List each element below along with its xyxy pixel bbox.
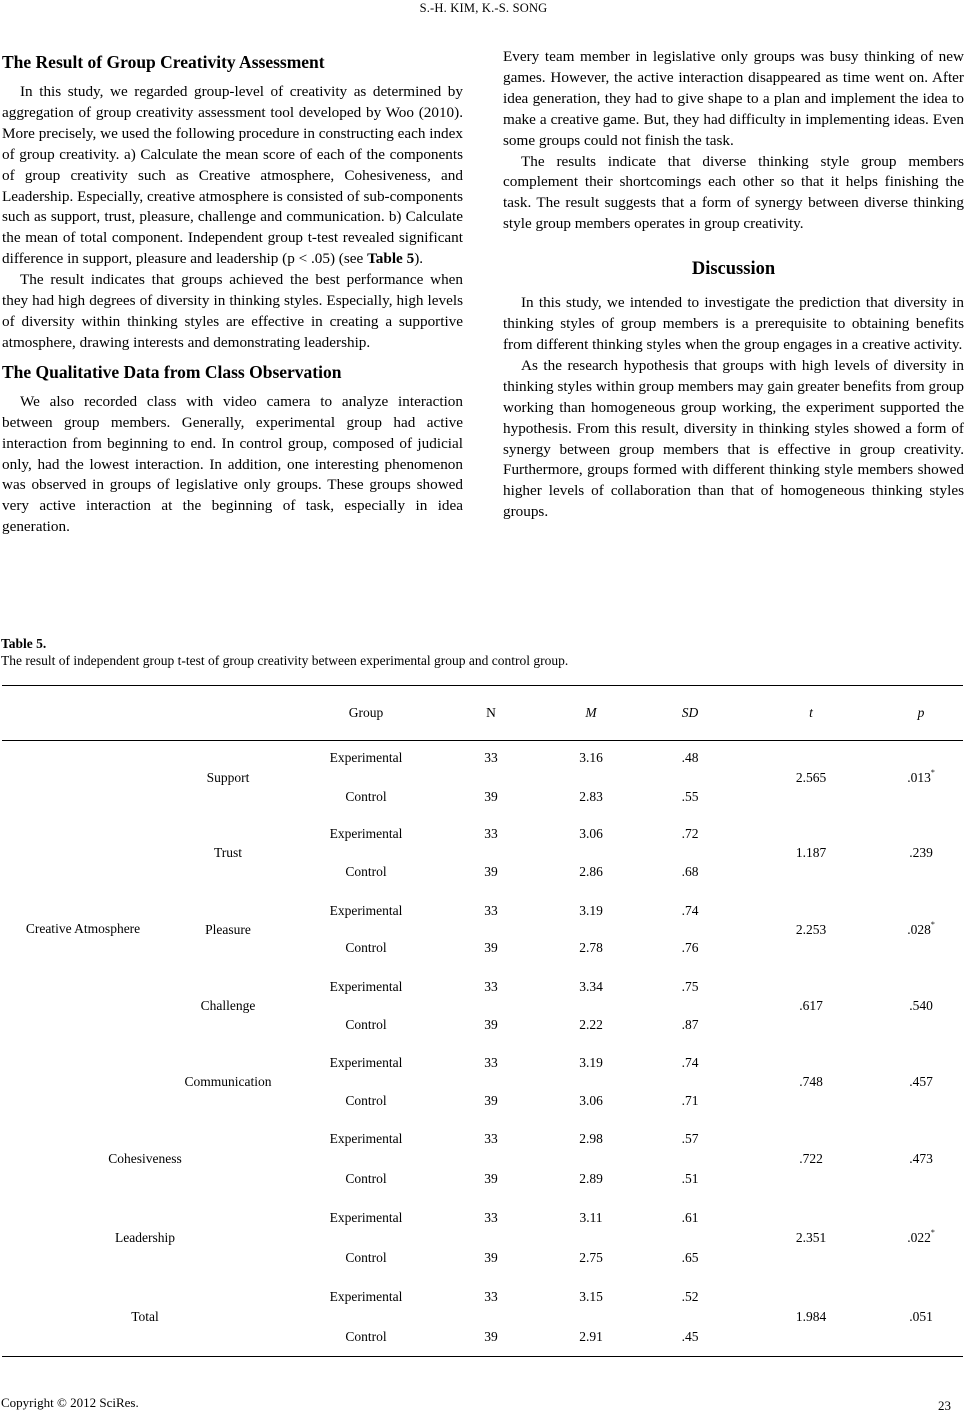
cell-ctl-sd: .68 xyxy=(681,864,699,879)
cell-ctl-m: 3.06 xyxy=(579,1093,603,1108)
cell-ctl-group: Control xyxy=(345,1250,387,1265)
header-sd: SD xyxy=(681,705,699,720)
header-t: t xyxy=(809,705,813,720)
paragraph: We also recorded class with video camera to analyze interaction between group members. Generally, experimental group had active interaction from beginning to end. In control group, composed of judicial only, had the lowest interaction. In addition, one interesting phenomenon was observed in groups of legislative only groups. These groups showed very active interaction at the beginning of task, especially in idea generation. xyxy=(2,392,463,536)
cell-p xyxy=(909,1074,933,1090)
cell-exp-n: 33 xyxy=(484,1055,498,1070)
cell-ctl-m: 2.89 xyxy=(579,1171,603,1186)
p-value: .473 xyxy=(909,1151,933,1166)
cell-p xyxy=(909,845,933,861)
cell-exp-n: 33 xyxy=(484,1289,498,1304)
paragraph: As the research hypothesis that groups with high levels of diversity in thinking styles within group members may gain greater benefits from group working than homogeneous group working, the experiment supported the hypothesis. From this result, diversity in thinking styles showed a form of synergy between group members that is effective in group creativity. Furthermore, groups formed with different thinking style members showed higher levels of collaboration than that of homogeneous thinking styles groups. xyxy=(503,356,964,521)
cell-p xyxy=(907,770,935,786)
p-value: .540 xyxy=(909,998,933,1013)
cell-ctl-n: 39 xyxy=(484,1093,498,1108)
row-label: Support xyxy=(206,770,250,785)
p-value: .028 xyxy=(907,922,931,937)
cell-p xyxy=(909,998,933,1014)
cell-exp-sd: .48 xyxy=(681,750,699,765)
table-number: Table 5. xyxy=(1,636,47,651)
category-creative-atmosphere: Creative Atmosphere xyxy=(25,921,141,936)
p-value: .013 xyxy=(907,770,931,785)
header-n: N xyxy=(486,705,496,720)
row-label: Cohesiveness xyxy=(108,1151,182,1166)
cell-exp-m: 3.11 xyxy=(579,1210,603,1225)
cell-ctl-sd: .65 xyxy=(681,1250,699,1265)
cell-ctl-n: 39 xyxy=(484,1250,498,1265)
cell-exp-group: Experimental xyxy=(329,1289,403,1304)
table-reference: Table 5 xyxy=(367,250,415,268)
row-label: Total xyxy=(131,1309,159,1324)
cell-p xyxy=(907,1230,935,1246)
p-value: .457 xyxy=(909,1074,933,1089)
cell-ctl-m: 2.75 xyxy=(579,1250,603,1265)
cell-exp-sd: .61 xyxy=(681,1210,699,1225)
cell-ctl-n: 39 xyxy=(484,940,498,955)
significance-mark: * xyxy=(930,768,935,777)
cell-ctl-m: 2.78 xyxy=(579,940,603,955)
cell-exp-group: Experimental xyxy=(329,1131,403,1146)
cell-ctl-sd: .51 xyxy=(681,1171,699,1186)
cell-exp-n: 33 xyxy=(484,1210,498,1225)
cell-ctl-group: Control xyxy=(345,1171,387,1186)
significance-mark: * xyxy=(930,1228,935,1237)
cell-ctl-m: 2.91 xyxy=(579,1329,603,1344)
paragraph-text-end: ). xyxy=(414,250,424,268)
cell-ctl-n: 39 xyxy=(484,1171,498,1186)
row-label: Trust xyxy=(213,845,243,860)
cell-ctl-group: Control xyxy=(345,1093,387,1108)
p-value: .051 xyxy=(909,1309,933,1324)
paragraph: Every team member in legislative only groups was busy thinking of new games. However, the active interaction disappeared as time went on. After idea generation, they had to give shape to a plan and implement the idea to make a creative game. But, they had difficulty in implementing ideas. Even some groups could not finish the task. xyxy=(503,48,964,149)
table-caption-text: The result of independent group t-test of group creativity between experimental group and control group. xyxy=(1,653,569,668)
cell-t: 1.984 xyxy=(795,1309,827,1324)
cell-exp-m: 3.19 xyxy=(579,903,603,918)
cell-exp-m: 3.19 xyxy=(579,1055,603,1070)
paragraph: The result indicates that groups achieved the best performance when they had high degrees of diversity in thinking styles. Especially, high levels of diversity within thinking styles are effective in creating a supportive atmosphere, drawing interests and demonstrating leadership. xyxy=(2,271,463,351)
row-label: Pleasure xyxy=(205,922,251,937)
cell-exp-m: 3.16 xyxy=(579,750,603,765)
cell-t: 2.253 xyxy=(795,922,827,937)
cell-exp-group: Experimental xyxy=(329,979,403,994)
cell-t: 2.565 xyxy=(795,770,827,785)
running-head: S.-H. KIM, K.-S. SONG xyxy=(419,1,548,15)
p-value: .022 xyxy=(907,1230,931,1245)
cell-exp-group: Experimental xyxy=(329,903,403,918)
cell-ctl-n: 39 xyxy=(484,1329,498,1344)
section-heading-discussion: Discussion xyxy=(691,259,776,280)
cell-exp-m: 3.06 xyxy=(579,826,603,841)
cell-ctl-group: Control xyxy=(345,789,387,804)
row-label: Challenge xyxy=(200,998,256,1013)
cell-ctl-sd: .45 xyxy=(681,1329,699,1344)
cell-exp-sd: .74 xyxy=(681,903,699,918)
cell-p xyxy=(909,1151,933,1167)
header-group: Group xyxy=(348,705,384,720)
cell-ctl-sd: .71 xyxy=(681,1093,699,1108)
row-label: Leadership xyxy=(115,1230,175,1245)
cell-exp-m: 3.34 xyxy=(579,979,603,994)
cell-t: .722 xyxy=(799,1151,823,1166)
cell-ctl-n: 39 xyxy=(484,789,498,804)
cell-ctl-m: 2.83 xyxy=(579,789,603,804)
section-heading-qualitative-data: The Qualitative Data from Class Observation xyxy=(2,361,342,382)
cell-t: .748 xyxy=(799,1074,823,1089)
cell-ctl-group: Control xyxy=(345,1329,387,1344)
p-value: .239 xyxy=(909,845,933,860)
cell-exp-group: Experimental xyxy=(329,750,403,765)
row-label: Communication xyxy=(184,1074,272,1089)
cell-ctl-n: 39 xyxy=(484,864,498,879)
cell-exp-group: Experimental xyxy=(329,826,403,841)
cell-exp-n: 33 xyxy=(484,903,498,918)
cell-t: 1.187 xyxy=(795,845,827,860)
cell-ctl-group: Control xyxy=(345,940,387,955)
section-heading-group-creativity: The Result of Group Creativity Assessment xyxy=(2,52,325,72)
header-m: M xyxy=(585,705,597,720)
cell-exp-m: 3.15 xyxy=(579,1289,603,1304)
cell-exp-sd: .72 xyxy=(681,826,699,841)
cell-ctl-m: 2.22 xyxy=(579,1017,603,1032)
cell-t: .617 xyxy=(799,998,823,1013)
cell-exp-group: Experimental xyxy=(329,1210,403,1225)
cell-ctl-group: Control xyxy=(345,864,387,879)
cell-ctl-m: 2.86 xyxy=(579,864,603,879)
cell-exp-n: 33 xyxy=(484,1131,498,1146)
paragraph: The results indicate that diverse thinking style group members complement their shortcomings each other so that it helps finishing the task. The result suggests that a form of synergy between diverse thinking style group members operates in group creativity. xyxy=(503,152,964,233)
cell-exp-m: 2.98 xyxy=(579,1131,603,1146)
cell-p xyxy=(907,922,935,938)
cell-ctl-sd: .55 xyxy=(681,789,699,804)
cell-p xyxy=(909,1309,933,1325)
cell-exp-n: 33 xyxy=(484,750,498,765)
header-p: p xyxy=(917,705,925,720)
cell-ctl-sd: .76 xyxy=(681,940,699,955)
cell-exp-sd: .57 xyxy=(681,1131,699,1146)
page-number: 23 xyxy=(938,1398,951,1413)
cell-exp-group: Experimental xyxy=(329,1055,403,1070)
paragraph: In this study, we intended to investigate the prediction that diversity in thinking styles of group members is a prerequisite to obtaining benefits from different thinking styles when the group engages in a creative activity. xyxy=(503,294,964,353)
copyright: Copyright © 2012 SciRes. xyxy=(1,1395,139,1410)
cell-exp-n: 33 xyxy=(484,979,498,994)
paragraph-text: In this study, we regarded group-level of creativity as determined by aggregation of group creativity assessment tool developed by Woo (2010). More precisely, we used the following procedure in constructing each index of group creativity. a) Calculate the mean score of each of the components of group creativity such as Creative atmosphere, Cohesiveness, and Leadership. Especially, creative atmosphere is consisted of sub-components such as support, trust, pleasure, challenge and communication. b) Calculate the mean of total component. Independent group t-test revealed significant difference in support, pleasure and leadership (p < .05) (see xyxy=(2,83,463,268)
cell-ctl-group: Control xyxy=(345,1017,387,1032)
cell-exp-sd: .52 xyxy=(681,1289,699,1304)
cell-t: 2.351 xyxy=(795,1230,827,1245)
cell-exp-n: 33 xyxy=(484,826,498,841)
significance-mark: * xyxy=(930,920,935,929)
cell-exp-sd: .75 xyxy=(681,979,699,994)
cell-exp-sd: .74 xyxy=(681,1055,699,1070)
cell-ctl-sd: .87 xyxy=(681,1017,699,1032)
cell-ctl-n: 39 xyxy=(484,1017,498,1032)
